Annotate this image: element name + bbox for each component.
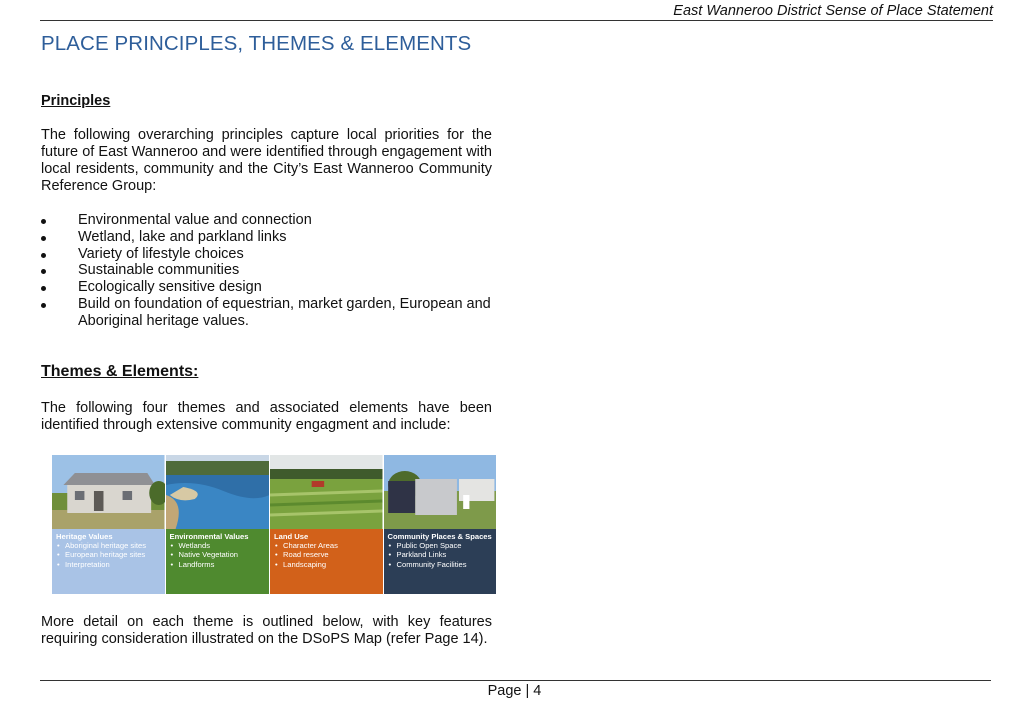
theme-land-use bbox=[270, 455, 383, 594]
principles-list bbox=[41, 212, 492, 330]
list-item: • Public Open Space bbox=[388, 541, 493, 550]
community-panel bbox=[384, 529, 497, 594]
list-item: • Character Areas bbox=[274, 541, 379, 550]
bullet-icon bbox=[41, 269, 46, 274]
bullet-icon bbox=[41, 253, 46, 258]
theme-environmental-values bbox=[166, 455, 270, 594]
principles-section bbox=[41, 93, 492, 109]
heritage-panel bbox=[52, 529, 165, 594]
list-item: Sustainable communities bbox=[41, 262, 492, 279]
list-item: Environmental value and connection bbox=[41, 212, 492, 229]
list-item: • Interpretation bbox=[56, 560, 161, 569]
themes-intro-block bbox=[41, 400, 492, 434]
land-use-panel bbox=[270, 529, 383, 594]
page-number: Page | 4 bbox=[487, 683, 542, 699]
community-photo bbox=[384, 455, 497, 529]
list-item: Wetland, lake and parkland links bbox=[41, 229, 492, 246]
list-item: Ecologically sensitive design bbox=[41, 279, 492, 296]
environmental-panel bbox=[166, 529, 270, 594]
list-item: Variety of lifestyle choices bbox=[41, 246, 492, 263]
themes-intro: The following four themes and associated elements have been identified through extensive community engagment and include: bbox=[41, 400, 492, 433]
principles-list-block bbox=[41, 212, 492, 330]
land-use-photo bbox=[270, 455, 383, 529]
list-item: • Native Vegetation bbox=[170, 550, 266, 559]
theme-title: Land Use bbox=[274, 532, 309, 541]
bullet-icon bbox=[41, 303, 46, 308]
theme-community-places bbox=[384, 455, 497, 594]
themes-outro-block bbox=[41, 614, 492, 648]
heritage-photo bbox=[52, 455, 165, 529]
list-item: Build on foundation of equestrian, market garden, European and Aboriginal heritage values. bbox=[41, 296, 492, 330]
principles-heading: Principles bbox=[41, 93, 111, 109]
environmental-photo bbox=[166, 455, 270, 529]
list-item: • Aboriginal heritage sites bbox=[56, 541, 161, 550]
footer-divider bbox=[40, 680, 991, 681]
themes-heading: Themes & Elements: bbox=[41, 363, 199, 380]
principles-intro: The following overarching principles capture local priorities for the future of East Wanneroo and were identified through engagement with local residents, community and the City’s East Wanneroo Community Reference Group: bbox=[41, 127, 492, 194]
themes-outro: More detail on each theme is outlined below, with key features requiring consideration illustrated on the DSoPS Map (refer Page 14). bbox=[41, 614, 492, 647]
list-item: • European heritage sites bbox=[56, 550, 161, 559]
theme-heritage-values bbox=[52, 455, 165, 594]
bullet-icon bbox=[41, 236, 46, 241]
principles-intro-block bbox=[41, 127, 492, 195]
theme-title: Heritage Values bbox=[56, 532, 113, 541]
list-item: • Wetlands bbox=[170, 541, 266, 550]
list-item: • Parkland Links bbox=[388, 550, 493, 559]
themes-graphic bbox=[52, 455, 496, 594]
theme-title: Environmental Values bbox=[169, 532, 249, 541]
list-item: • Road reserve bbox=[274, 550, 379, 559]
header-divider bbox=[40, 20, 993, 21]
bullet-icon bbox=[41, 286, 46, 291]
themes-heading-block bbox=[41, 363, 492, 381]
page-title: PLACE PRINCIPLES, THEMES & ELEMENTS bbox=[41, 32, 472, 55]
theme-title: Community Places & Spaces bbox=[387, 532, 492, 541]
list-item: • Landforms bbox=[170, 560, 266, 569]
bullet-icon bbox=[41, 219, 46, 224]
document-header-title: East Wanneroo District Sense of Place Statement bbox=[673, 3, 993, 19]
list-item: • Community Facilities bbox=[388, 560, 493, 569]
list-item: • Landscaping bbox=[274, 560, 379, 569]
